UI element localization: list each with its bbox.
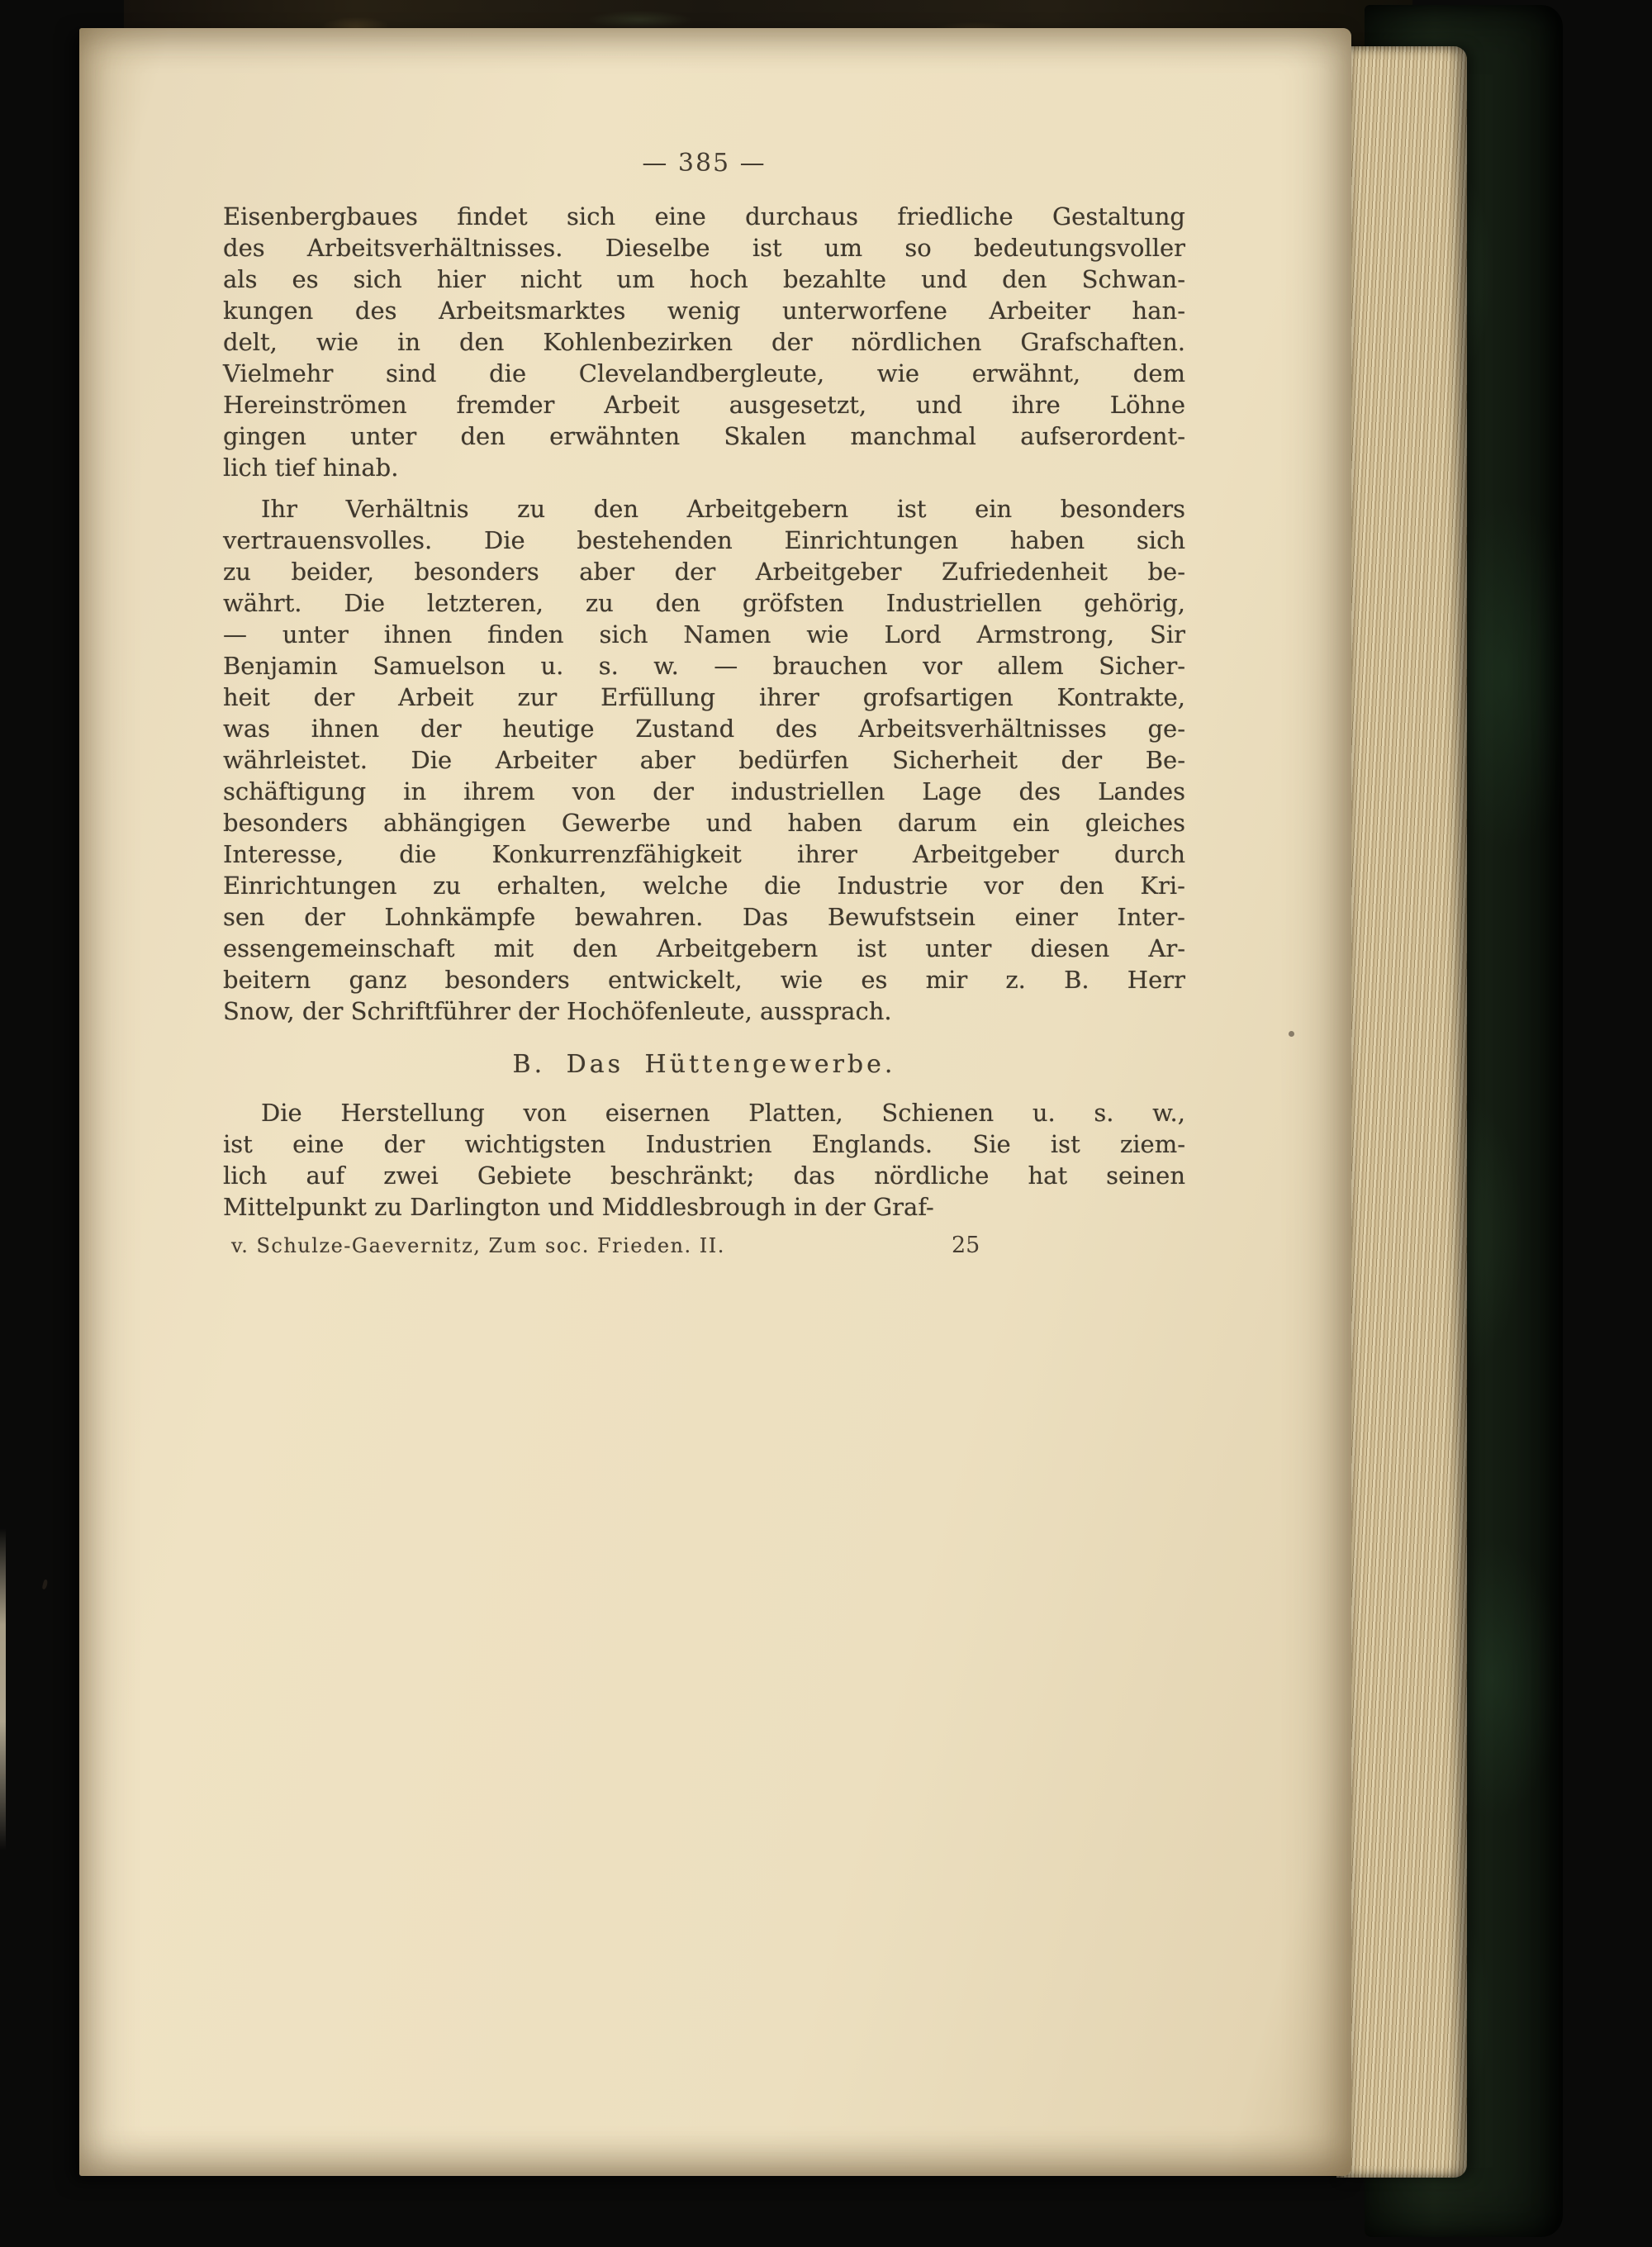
text-line: vertrauensvolles. Die bestehenden Einrichtungen haben sich: [223, 526, 1185, 554]
page-edge-highlight: [0, 1528, 6, 1850]
text-line: Mittelpunkt zu Darlington und Middlesbrough in der Graf-: [223, 1193, 934, 1221]
section-heading: B. Das Hüttengewerbe.: [512, 1050, 896, 1079]
text-line: Einrichtungen zu erhalten, welche die Industrie vor den Kri-: [223, 872, 1185, 900]
paragraph-3: [223, 1097, 1185, 1223]
page-footer: [223, 1234, 1185, 1262]
text-line: Interesse, die Konkurrenzfähigkeit ihrer Arbeitgeber durch: [223, 840, 1185, 868]
text-line: Benjamin Samuelson u. s. w. — brauchen vor allem Sicher-: [223, 652, 1185, 680]
text-line: Hereinströmen fremder Arbeit ausgesetzt, und ihre Löhne: [223, 391, 1185, 419]
footer-sheet-number: 25: [952, 1233, 980, 1258]
text-line: ist eine der wichtigsten Industrien Englands. Sie ist ziem-: [223, 1130, 1185, 1158]
text-line: heit der Arbeit zur Erfüllung ihrer grofsartigen Kontrakte,: [223, 683, 1185, 711]
text-line: — unter ihnen finden sich Namen wie Lord Armstrong, Sir: [223, 620, 1185, 648]
text-line: kungen des Arbeitsmarktes wenig unterworfene Arbeiter han-: [223, 297, 1185, 325]
text-line: lich tief hinab.: [223, 454, 399, 482]
text-line: was ihnen der heutige Zustand des Arbeitsverhältnisses ge-: [223, 715, 1185, 743]
book-page: [79, 28, 1351, 2176]
paragraph-2: [223, 493, 1185, 1027]
text-line: lich auf zwei Gebiete beschränkt; das nördliche hat seinen: [223, 1162, 1185, 1190]
text-line: Vielmehr sind die Clevelandbergleute, wie erwähnt, dem: [223, 359, 1185, 387]
page-edges-stack: [1336, 46, 1467, 2178]
text-line: währt. Die letzteren, zu den gröfsten Industriellen gehörig,: [223, 589, 1185, 617]
text-line: Die Herstellung von eisernen Platten, Schienen u. s. w.,: [261, 1099, 1185, 1127]
ink-speck: [1289, 1031, 1294, 1037]
text-line: schäftigung in ihrem von der industriellen Lage des Landes: [223, 777, 1185, 805]
text-line: delt, wie in den Kohlenbezirken der nördlichen Grafschaften.: [223, 328, 1185, 356]
text-line: sen der Lohnkämpfe bewahren. Das Bewufstsein einer Inter-: [223, 903, 1185, 931]
footer-signature: v. Schulze-Gaevernitz, Zum soc. Frieden. II.: [231, 1234, 725, 1257]
text-line: Eisenbergbaues findet sich eine durchaus friedliche Gestaltung: [223, 202, 1185, 230]
text-line: währleistet. Die Arbeiter aber bedürfen Sicherheit der Be-: [223, 746, 1185, 774]
text-line: besonders abhängigen Gewerbe und haben darum ein gleiches: [223, 809, 1185, 837]
text-line: des Arbeitsverhältnisses. Dieselbe ist um so bedeutungsvoller: [223, 234, 1185, 262]
text-line: essengemeinschaft mit den Arbeitgebern ist unter diesen Ar-: [223, 934, 1185, 962]
page-content: [223, 149, 1185, 1262]
text-line: als es sich hier nicht um hoch bezahlte und den Schwan-: [223, 265, 1185, 293]
paragraph-1: [223, 201, 1185, 483]
text-line: gingen unter den erwähnten Skalen manchmal aufserordent-: [223, 422, 1185, 450]
text-line: beitern ganz besonders entwickelt, wie es mir z. B. Herr: [223, 966, 1185, 994]
text-line: zu beider, besonders aber der Arbeitgeber Zufriedenheit be-: [223, 558, 1185, 586]
text-line: Ihr Verhältnis zu den Arbeitgebern ist ein besonders: [261, 495, 1185, 523]
text-line: Snow, der Schriftführer der Hochöfenleute, aussprach.: [223, 997, 892, 1025]
page-number: — 385 —: [642, 149, 767, 178]
ink-speck: [42, 1580, 49, 1590]
